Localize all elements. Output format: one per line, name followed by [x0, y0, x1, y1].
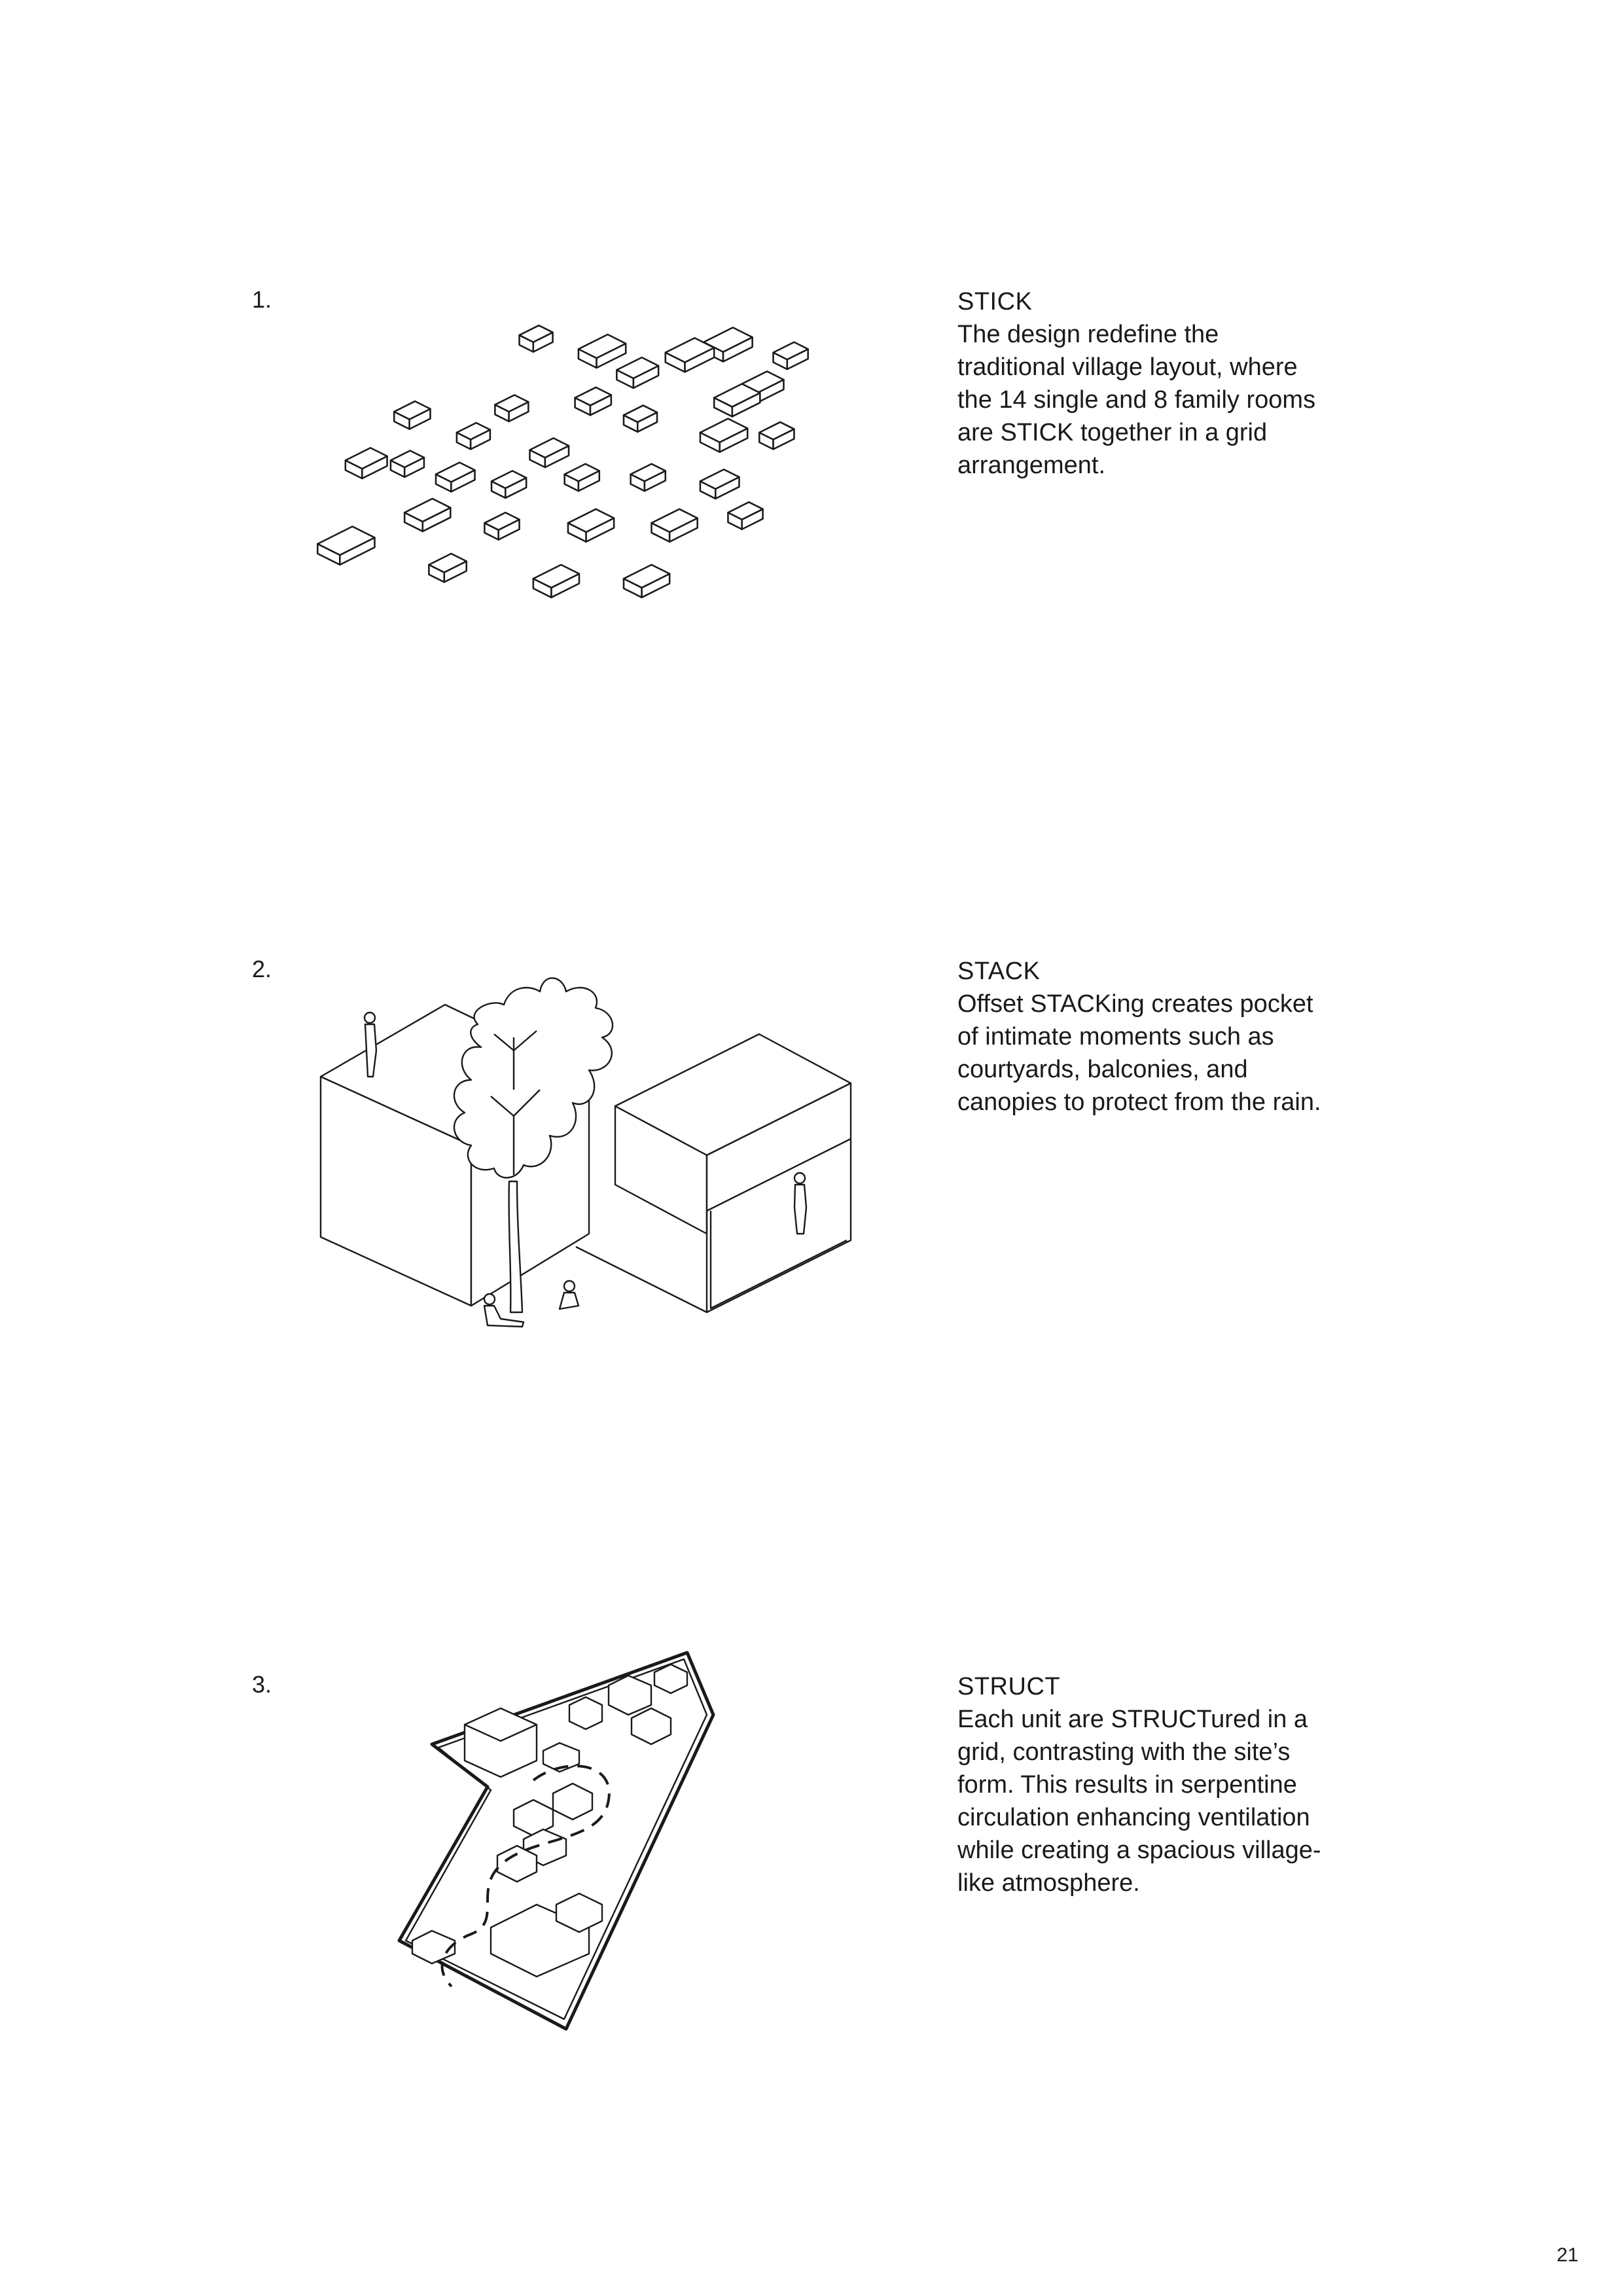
- stick-diagram: [314, 308, 812, 615]
- room-box: [616, 357, 658, 388]
- room-box: [530, 438, 569, 467]
- room-box: [404, 499, 450, 531]
- room-box: [631, 464, 666, 491]
- section-body: The design redefine the traditional village layout, where the 14 single and 8 family rooms are STICK together in a grid arrangement.: [957, 321, 1316, 479]
- room-box: [714, 384, 760, 416]
- person-standing-right: [794, 1173, 806, 1234]
- section-body: Each unit are STRUCTured in a grid, contrasting with the site’s form. This results in serpentine circulation enhancing ventilation while creating a spacious village- like atmosphere.: [957, 1706, 1321, 1897]
- room-box: [429, 554, 466, 583]
- page-number: 21: [1556, 2244, 1578, 2266]
- section-number: 2.: [252, 956, 272, 982]
- room-box: [579, 334, 626, 368]
- stick-text-block: [957, 285, 1376, 482]
- room-box: [774, 342, 808, 369]
- stack-text-block: [957, 955, 1376, 1119]
- building-blocks: [412, 1664, 687, 1977]
- section-body: Offset STACKing creates pocket of intimate moments such as courtyards, balconies, and canopies to protect from the rain.: [957, 990, 1321, 1116]
- room-box: [728, 502, 762, 529]
- room-box: [575, 387, 611, 416]
- room-box: [568, 509, 614, 542]
- stack-volumes-illustration: [314, 920, 877, 1338]
- room-box: [652, 509, 698, 542]
- room-box: [520, 325, 553, 351]
- room-box: [565, 464, 599, 491]
- room-box: [491, 471, 526, 497]
- section-number: 1.: [252, 286, 272, 313]
- section-title: STACK: [957, 958, 1041, 985]
- room-box: [495, 395, 528, 421]
- upper-volume: [576, 1034, 851, 1312]
- room-box: [700, 469, 740, 499]
- room-box: [436, 463, 475, 492]
- struct-text-block: [957, 1670, 1376, 1899]
- room-box: [700, 419, 747, 452]
- struct-diagram: [393, 1646, 733, 2039]
- room-box: [457, 423, 490, 449]
- room-box: [346, 448, 387, 478]
- room-box: [394, 401, 430, 429]
- struct-site-plan-illustration: [393, 1646, 733, 2039]
- room-box: [533, 565, 579, 598]
- room-box: [391, 451, 424, 477]
- room-box: [624, 405, 657, 431]
- section-title: STICK: [957, 288, 1033, 315]
- stack-diagram: [314, 920, 877, 1338]
- room-box: [484, 512, 519, 539]
- section-number: 3.: [252, 1671, 272, 1698]
- room-box: [317, 526, 374, 564]
- section-title: STRUCT: [957, 1673, 1061, 1700]
- room-box: [624, 565, 669, 598]
- room-box: [759, 422, 794, 449]
- stick-grid-boxes-illustration: [314, 308, 812, 615]
